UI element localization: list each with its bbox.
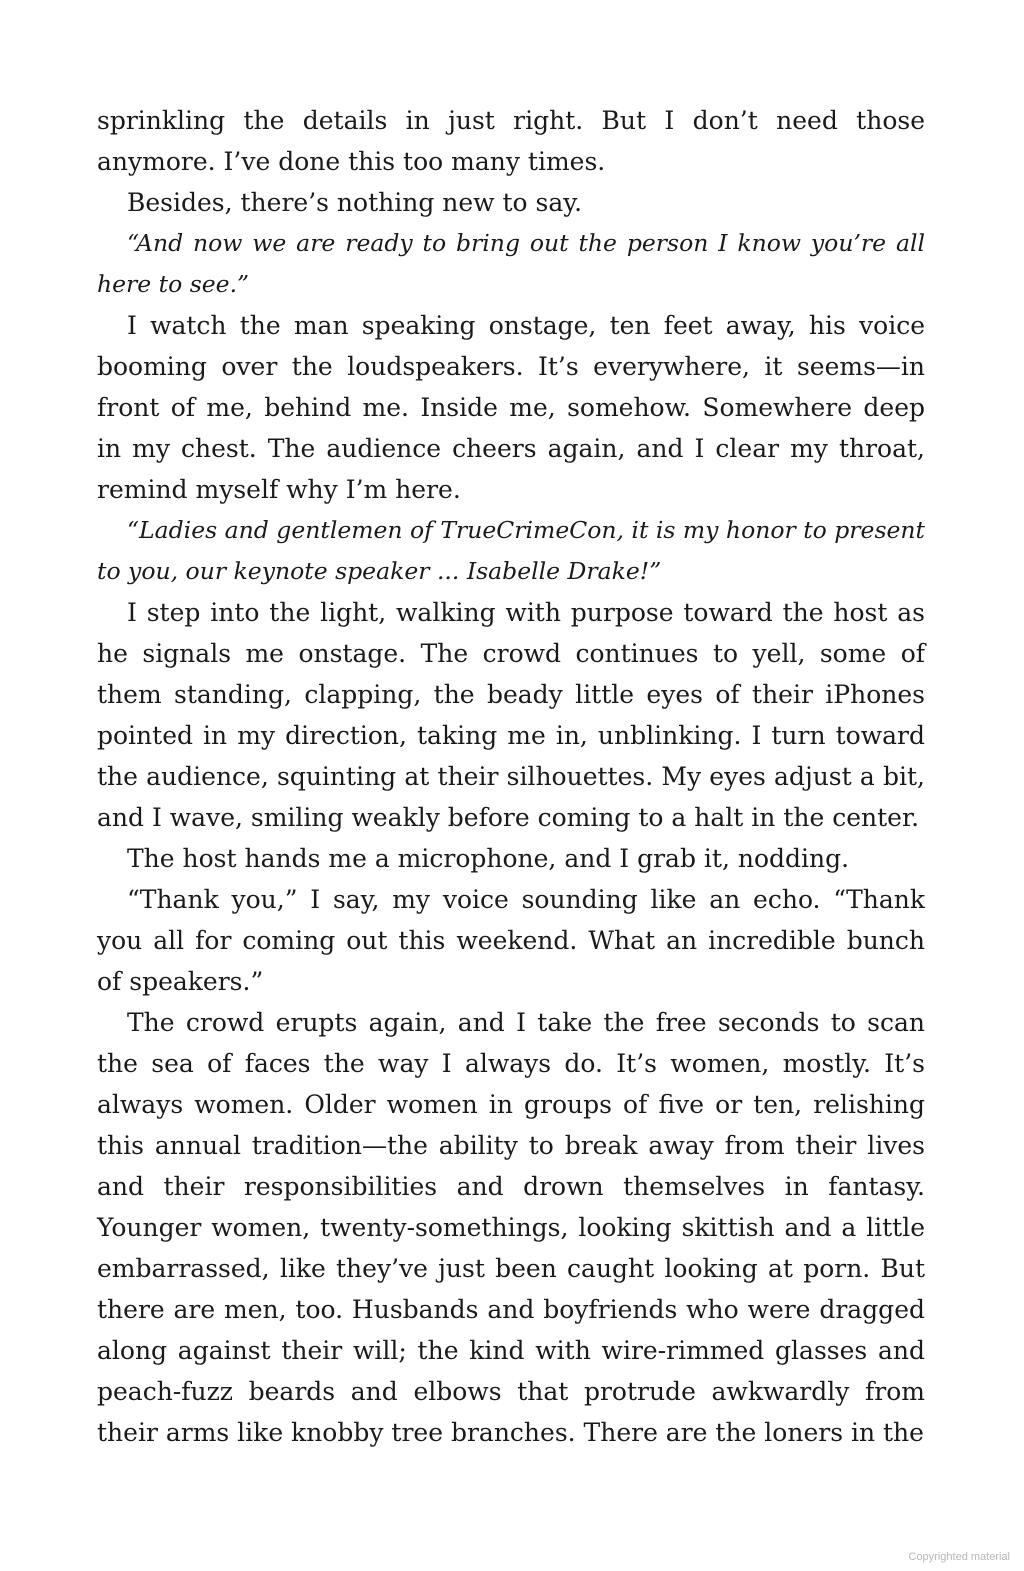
paragraph: The crowd erupts again, and I take the free seconds to scan the sea of faces the way I always do. It’s women, mostly. It’s always women. Older women in groups of five or ten, relishing this annual tradition—the ability to break away from their lives and their responsibilities and drown themselves in fantasy. Younger women, twenty-somethings, looking skittish and a little embarrassed, like they’ve just been caught looking at porn. But there are men, too. Husbands and boyfriends who were dragged along against their will; the kind with wire-rimmed glasses and peach-fuzz beards and elbows that protrude awkwardly from their arms like knobby tree branches. There are the loners in the: [97, 1008, 925, 1447]
paragraph: sprinkling the details in just right. But I don’t need those anymore. I’ve done this too many times.: [97, 106, 925, 176]
paragraph-italic-dialogue: “And now we are ready to bring out the person I know you’re all here to see.”: [97, 229, 925, 298]
copyright-watermark: Copyrighted material: [908, 1551, 1010, 1563]
paragraph: “Thank you,” I say, my voice sounding like an echo. “Thank you all for coming out this weekend. What an incredible bunch of speakers.”: [97, 885, 925, 996]
paragraph: The host hands me a microphone, and I grab it, nodding.: [127, 844, 850, 873]
paragraph-italic-dialogue: “Ladies and gentlemen of TrueCrimeCon, it is my honor to present to you, our keynote speaker ... Isabelle Drake!”: [97, 516, 925, 585]
paragraph: Besides, there’s nothing new to say.: [127, 188, 583, 217]
paragraph: I watch the man speaking onstage, ten feet away, his voice booming over the loudspeakers. It’s everywhere, it seems—in front of me, behind me. Inside me, somehow. Somewhere deep in my chest. The audience cheers again, and I clear my throat, remind myself why I’m here.: [97, 311, 925, 504]
book-page-body: [97, 100, 925, 1453]
paragraph: I step into the light, walking with purpose toward the host as he signals me onstage. The crowd continues to yell, some of them standing, clapping, the beady little eyes of their iPhones pointed in my direction, taking me in, unblinking. I turn toward the audience, squinting at their silhouettes. My eyes adjust a bit, and I wave, smiling weakly before coming to a halt in the center.: [97, 598, 925, 832]
